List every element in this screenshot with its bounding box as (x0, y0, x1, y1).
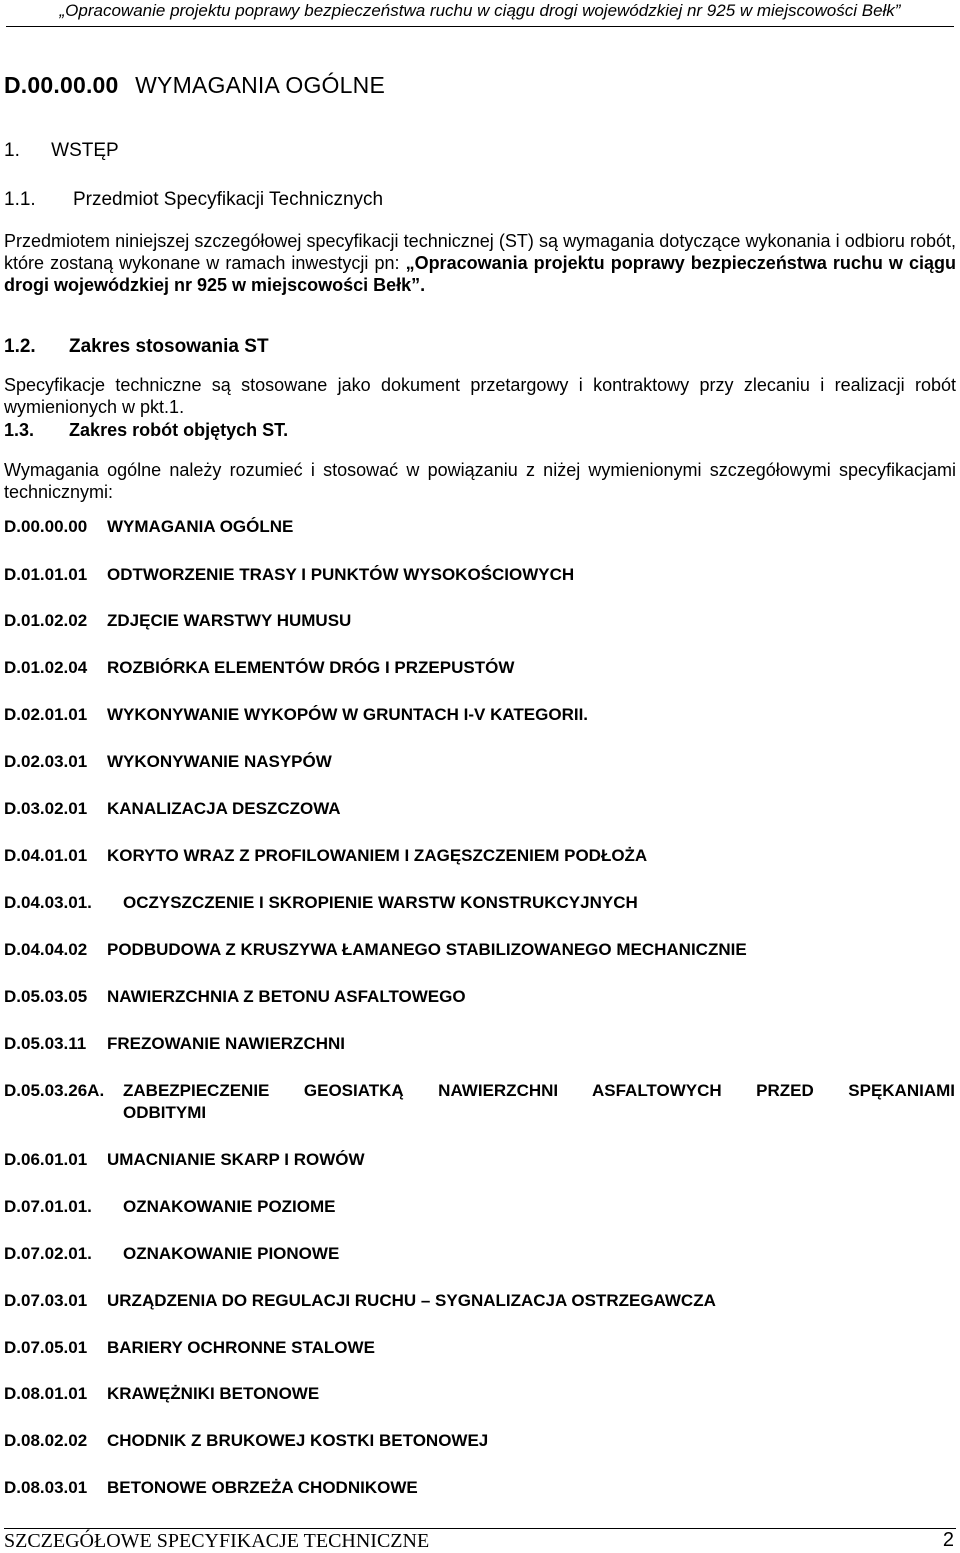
spec-code: D.01.01.01 (4, 565, 88, 584)
spec-title: FREZOWANIE NAWIERZCHNI (107, 1034, 345, 1053)
footer-title: SZCZEGÓŁOWE SPECYFIKACJE TECHNICZNE (4, 1530, 430, 1552)
spec-title: WYMAGANIA OGÓLNE (107, 517, 294, 536)
section-1-1-number: 1.1. (4, 189, 36, 210)
section-1-1-paragraph-bold: „Opracowania projektu poprawy bezpieczeństwa ruchu w ciągu drogi wojewódzkiej nr 925 w miejscowości Bełk”. (4, 253, 957, 295)
spec-code: D.00.00.00 (4, 517, 88, 536)
spec-code: D.08.02.02 (4, 1431, 88, 1450)
spec-title: PODBUDOWA Z KRUSZYWA ŁAMANEGO STABILIZOWANEGO MECHANICZNIE (107, 940, 747, 959)
spec-list-item (4, 799, 341, 819)
spec-title: CHODNIK Z BRUKOWEJ KOSTKI BETONOWEJ (107, 1431, 489, 1450)
spec-list-item (4, 1478, 418, 1498)
section-1-3-title: Zakres robót objętych ST. (69, 420, 289, 440)
footer-rule (4, 1528, 956, 1529)
spec-title: NAWIERZCHNIA Z BETONU ASFALTOWEGO (107, 987, 466, 1006)
section-1-3-paragraph: Wymagania ogólne należy rozumieć i stosować w powiązaniu z niżej wymienionymi szczegółowymi specyfikacjami technicznymi: (4, 460, 956, 502)
section-1-1-paragraph-plain: Przedmiotem niniejszej szczegółowej specyfikacji technicznej (ST) są wymagania dotyczące wykonania i odbioru robót, które zostaną wykonane w ramach inwestycji pn: (4, 231, 956, 273)
spec-title: KORYTO WRAZ Z PROFILOWANIEM I ZAGĘSZCZENIEM PODŁOŻA (107, 846, 648, 865)
spec-title: ZABEZPIECZENIE GEOSIATKĄ NAWIERZCHNI ASFALTOWYCH PRZED SPĘKANIAMI (123, 1081, 955, 1100)
spec-list-item (4, 1291, 716, 1311)
spec-list-item (4, 565, 574, 585)
spec-list-item (4, 1244, 339, 1264)
section-1-1-paragraph (4, 230, 956, 296)
spec-code: D.07.01.01. (4, 1197, 92, 1216)
title-code: D.00.00.00 (4, 72, 119, 98)
spec-list-item (4, 705, 588, 725)
spec-list-item (4, 1338, 375, 1358)
page-number: 2 (942, 1529, 954, 1551)
spec-code: D.06.01.01 (4, 1150, 88, 1169)
spec-title: ZDJĘCIE WARSTWY HUMUSU (107, 611, 352, 630)
spec-code: D.01.02.02 (4, 611, 88, 630)
spec-code: D.08.03.01 (4, 1478, 88, 1497)
section-1-2-heading (4, 336, 269, 358)
spec-title: URZĄDZENIA DO REGULACJI RUCHU – SYGNALIZACJA OSTRZEGAWCZA (107, 1291, 716, 1310)
spec-list-item (4, 1034, 345, 1054)
section-1-title: WSTĘP (51, 140, 119, 161)
spec-title: WYKONYWANIE WYKOPÓW W GRUNTACH I-V KATEGORII. (107, 705, 589, 724)
spec-title: UMACNIANIE SKARP I ROWÓW (107, 1150, 365, 1169)
section-1-2-title: Zakres stosowania ST (68, 336, 269, 357)
section-1-1-title: Przedmiot Specyfikacji Technicznych (72, 189, 384, 210)
spec-code: D.05.03.26A. (4, 1081, 105, 1100)
spec-code: D.01.02.04 (4, 658, 88, 677)
spec-list-item (4, 1431, 488, 1451)
spec-list-item (4, 893, 638, 913)
spec-code: D.05.03.11 (4, 1034, 87, 1053)
spec-code: D.04.01.01 (4, 846, 88, 865)
spec-title-continuation: ODBITYMI (123, 1103, 207, 1122)
spec-list-item (4, 940, 747, 960)
spec-title: WYKONYWANIE NASYPÓW (107, 752, 332, 771)
spec-code: D.07.02.01. (4, 1244, 92, 1263)
spec-list-item (4, 987, 466, 1007)
spec-list-item (4, 1150, 365, 1170)
document-title (4, 72, 385, 99)
spec-code: D.03.02.01 (4, 799, 88, 818)
spec-list-item (4, 1081, 956, 1123)
spec-code: D.04.03.01. (4, 893, 92, 912)
spec-title: OZNAKOWANIE PIONOWE (123, 1244, 340, 1263)
spec-code: D.07.03.01 (4, 1291, 88, 1310)
spec-title: OZNAKOWANIE POZIOME (123, 1197, 336, 1216)
spec-list-item (4, 1384, 319, 1404)
spec-title: BARIERY OCHRONNE STALOWE (107, 1338, 375, 1357)
spec-list-item (4, 752, 332, 772)
section-1-3-number: 1.3. (4, 420, 35, 440)
spec-code: D.08.01.01 (4, 1384, 88, 1403)
running-header: „Opracowanie projektu poprawy bezpieczeństwa ruchu w ciągu drogi wojewódzkiej nr 925 w miejscowości Bełk” (6, 0, 954, 27)
spec-list-item (4, 658, 514, 678)
spec-code: D.07.05.01 (4, 1338, 88, 1357)
spec-list-item (4, 517, 293, 537)
spec-title: KANALIZACJA DESZCZOWA (107, 799, 341, 818)
spec-code: D.05.03.05 (4, 987, 88, 1006)
section-1-number: 1. (4, 140, 20, 161)
section-1-1-heading (4, 189, 383, 211)
spec-title: ROZBIÓRKA ELEMENTÓW DRÓG I PRZEPUSTÓW (107, 658, 515, 677)
section-1-2-paragraph: Specyfikacje techniczne są stosowane jako dokument przetargowy i kontraktowy przy zlecaniu i realizacji robót wymienionych w pkt.1. (4, 375, 956, 417)
spec-list-item (4, 846, 647, 866)
section-1-3-heading (4, 420, 288, 441)
section-1-2-number: 1.2. (4, 336, 36, 357)
spec-title: OCZYSZCZENIE I SKROPIENIE WARSTW KONSTRUKCYJNYCH (123, 893, 638, 912)
spec-title: KRAWĘŻNIKI BETONOWE (107, 1384, 320, 1403)
spec-code: D.04.04.02 (4, 940, 88, 959)
spec-code: D.02.03.01 (4, 752, 88, 771)
spec-list-item (4, 611, 351, 631)
spec-title: ODTWORZENIE TRASY I PUNKTÓW WYSOKOŚCIOWYCH (107, 565, 575, 584)
section-1-heading (4, 140, 119, 162)
spec-list-item (4, 1197, 336, 1217)
spec-title: BETONOWE OBRZEŻA CHODNIKOWE (107, 1478, 418, 1497)
spec-code: D.02.01.01 (4, 705, 88, 724)
title-text: WYMAGANIA OGÓLNE (135, 72, 385, 98)
